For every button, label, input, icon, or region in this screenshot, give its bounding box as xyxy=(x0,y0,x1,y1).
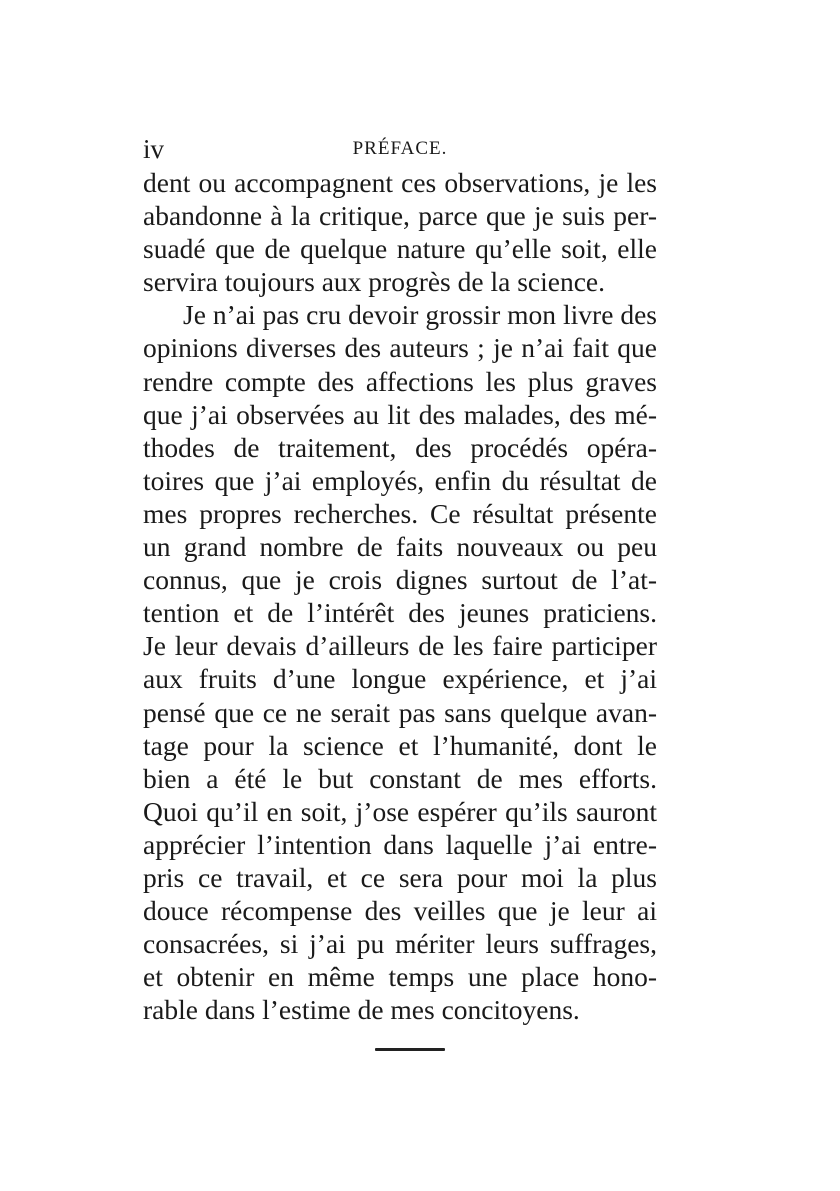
text-line: tage pour la science et l’humanité, dont le xyxy=(143,729,657,761)
text-line: Je n’ai pas cru devoir grossir mon livre des xyxy=(183,299,657,331)
text-line: un grand nombre de faits nouveaux ou peu xyxy=(143,531,657,563)
text-line: bien a été le but constant de mes efforts. xyxy=(143,762,657,794)
page-number: iv xyxy=(143,134,165,164)
text-line: suadé que de quelque nature qu’elle soit, elle xyxy=(143,233,657,265)
page-header xyxy=(143,134,657,166)
text-line: pris ce travail, et ce sera pour moi la plus xyxy=(143,861,657,893)
text-line: connus, que je crois dignes surtout de l’at- xyxy=(143,564,657,596)
text-line: aux fruits d’une longue expérience, et j’ai xyxy=(143,663,657,695)
text-line: rendre compte des affections les plus graves xyxy=(143,365,657,397)
text-line: tention et de l’intérêt des jeunes praticiens. xyxy=(143,597,657,629)
text-line: abandonne à la critique, parce que je suis per- xyxy=(143,200,657,232)
text-line: thodes de traitement, des procédés opéra- xyxy=(143,431,657,463)
text-line: Je leur devais d’ailleurs de les faire participer xyxy=(143,630,657,662)
text-line: servira toujours aux progrès de la science. xyxy=(143,266,605,298)
text-line: opinions diverses des auteurs ; je n’ai fait que xyxy=(143,332,657,364)
text-line: douce récompense des veilles que je leur ai xyxy=(143,895,657,927)
text-line: consacrées, si j’ai pu mériter leurs suffrages, xyxy=(143,928,657,960)
running-head: PRÉFACE. xyxy=(352,138,448,159)
text-line: dent ou accompagnent ces observations, je les xyxy=(143,167,657,198)
text-line: et obtenir en même temps une place hono- xyxy=(143,961,657,993)
text-line: pensé que ce ne serait pas sans quelque avan- xyxy=(143,696,657,728)
text-line: apprécier l’intention dans laquelle j’ai entre- xyxy=(143,828,657,860)
text-line: que j’ai observées au lit des malades, des mé- xyxy=(143,398,657,430)
text-line: mes propres recherches. Ce résultat présente xyxy=(143,497,657,529)
text-line: Quoi qu’il en soit, j’ose espérer qu’ils sauront xyxy=(143,795,657,827)
body-text xyxy=(143,166,657,1026)
end-ornament-rule xyxy=(375,1048,445,1051)
text-line: toires que j’ai employés, enfin du résultat de xyxy=(143,464,657,496)
text-line: rable dans l’estime de mes concitoyens. xyxy=(143,994,580,1026)
